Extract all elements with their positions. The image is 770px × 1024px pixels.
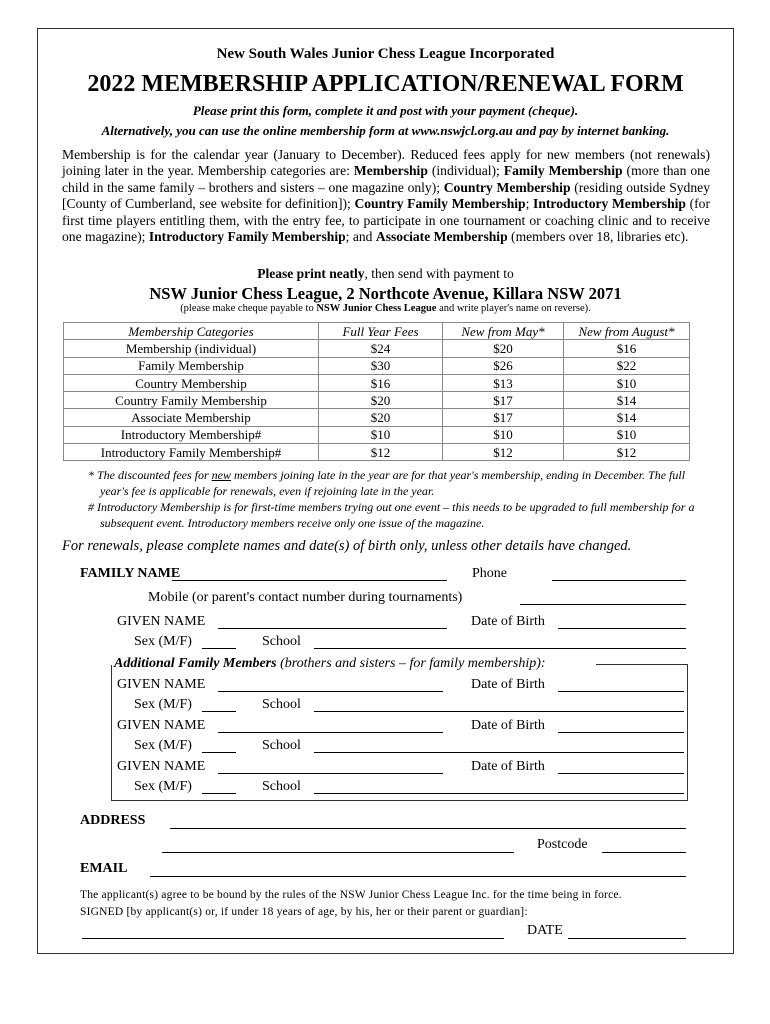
additional-members-heading: Additional Family Members (brothers and sisters – for family membership):: [114, 656, 550, 672]
sex-label: Sex (M/F): [134, 634, 192, 649]
fee-cell: $26: [443, 357, 564, 374]
org-name: New South Wales Junior Chess League Incorporated: [216, 46, 555, 62]
column-header: New from August*: [564, 323, 690, 340]
member-given-name-input[interactable]: [218, 719, 443, 733]
fee-cell: $17: [443, 392, 564, 409]
member-dob-label: Date of Birth: [471, 718, 545, 733]
postal-address: NSW Junior Chess League, 2 Northcote Avenue, Killara NSW 2071: [149, 284, 622, 303]
fee-cell: $12: [443, 444, 564, 461]
sex-input[interactable]: [202, 635, 236, 649]
member-given-name-label: GIVEN NAME: [117, 677, 206, 692]
mobile-input[interactable]: [520, 591, 686, 605]
member-given-name-label: GIVEN NAME: [117, 759, 206, 774]
fee-cell: $20: [319, 392, 443, 409]
member-dob-label: Date of Birth: [471, 759, 545, 774]
fee-cell: $22: [564, 357, 690, 374]
member-school-label: School: [262, 697, 301, 712]
member-dob-input[interactable]: [558, 760, 684, 774]
fee-cell: $10: [564, 426, 690, 443]
member-sex-input[interactable]: [202, 698, 236, 712]
column-header: Full Year Fees: [319, 323, 443, 340]
fee-cell: $16: [564, 340, 690, 357]
fee-cell: $20: [443, 340, 564, 357]
column-header: Membership Categories: [64, 323, 319, 340]
date-label: DATE: [527, 923, 563, 938]
fee-cell: $24: [319, 340, 443, 357]
school-label: School: [262, 634, 301, 649]
fee-cell: $16: [319, 374, 443, 391]
send-instruction: Please print neatly, then send with payment to: [257, 266, 514, 281]
cheque-note: (please make cheque payable to NSW Junior Chess League and write player's name on reverse).: [180, 303, 591, 314]
dob-input[interactable]: [558, 615, 686, 629]
mobile-label: Mobile (or parent's contact number during tournaments): [148, 590, 463, 605]
form-title: 2022 MEMBERSHIP APPLICATION/RENEWAL FORM: [87, 71, 684, 97]
fee-notes: [88, 467, 708, 531]
dob-label: Date of Birth: [471, 614, 545, 629]
member-given-name-input[interactable]: [218, 678, 443, 692]
member-school-input[interactable]: [314, 780, 684, 794]
fees-table: [63, 322, 690, 461]
table-row: [64, 340, 690, 357]
given-name-label: GIVEN NAME: [117, 614, 206, 629]
category-cell: Country Family Membership: [64, 392, 319, 409]
member-school-input[interactable]: [314, 739, 684, 753]
member-school-label: School: [262, 779, 301, 794]
family-name-label: FAMILY NAME: [80, 566, 181, 581]
address-input-line2[interactable]: [162, 839, 514, 853]
member-dob-input[interactable]: [558, 678, 684, 692]
table-row: [64, 374, 690, 391]
email-label: EMAIL: [80, 861, 128, 876]
fee-cell: $14: [564, 409, 690, 426]
address-label: ADDRESS: [80, 813, 146, 828]
online-instruction: Alternatively, you can use the online membership form at www.nswjcl.org.au and pay by internet banking.: [101, 123, 670, 138]
signature-input[interactable]: [82, 925, 504, 939]
fee-cell: $12: [564, 444, 690, 461]
fee-cell: $14: [564, 392, 690, 409]
agreement-text: The applicant(s) agree to be bound by the rules of the NSW Junior Chess League Inc. for the time being in force.: [80, 889, 622, 901]
signed-text: SIGNED [by applicant(s) or, if under 18 years of age, by his, her or their parent or guardian]:: [80, 906, 528, 918]
fee-cell: $10: [443, 426, 564, 443]
category-cell: Introductory Family Membership#: [64, 444, 319, 461]
category-cell: Introductory Membership#: [64, 426, 319, 443]
table-row: [64, 357, 690, 374]
phone-label: Phone: [472, 566, 507, 581]
fee-cell: $12: [319, 444, 443, 461]
family-name-input[interactable]: [172, 567, 447, 581]
fee-cell: $13: [443, 374, 564, 391]
fee-cell: $17: [443, 409, 564, 426]
fee-cell: $30: [319, 357, 443, 374]
member-school-input[interactable]: [314, 698, 684, 712]
member-sex-label: Sex (M/F): [134, 779, 192, 794]
member-school-label: School: [262, 738, 301, 753]
member-dob-input[interactable]: [558, 719, 684, 733]
postcode-label: Postcode: [537, 837, 588, 852]
member-sex-label: Sex (M/F): [134, 697, 192, 712]
print-instruction: Please print this form, complete it and post with your payment (cheque).: [192, 103, 579, 118]
school-input[interactable]: [314, 635, 686, 649]
fee-cell: $10: [319, 426, 443, 443]
member-given-name-input[interactable]: [218, 760, 443, 774]
category-cell: Country Membership: [64, 374, 319, 391]
member-dob-label: Date of Birth: [471, 677, 545, 692]
table-row: [64, 426, 690, 443]
member-sex-input[interactable]: [202, 739, 236, 753]
member-sex-input[interactable]: [202, 780, 236, 794]
category-cell: Associate Membership: [64, 409, 319, 426]
given-name-input[interactable]: [218, 615, 447, 629]
address-input-line1[interactable]: [170, 815, 686, 829]
box-top-border: [596, 664, 688, 665]
email-input[interactable]: [150, 863, 686, 877]
category-cell: Membership (individual): [64, 340, 319, 357]
membership-description: Membership is for the calendar year (January to December). Reduced fees apply for new members (not renewals) joining later in the year. Membership categories are: Membership (individual); Family Membership (more than one child in the same family – brothers and sisters – one magazine only); Country Membership (residing outside Sydney [County of Cumberland, see website for definition]); Country Family Membership; Introductory Membership (for first time players entitling them, with the entry fee, to participate in one tournament or coaching clinic and to receive one magazine); Introductory Family Membership; and Associate Membership (members over 18, libraries etc).: [62, 147, 710, 245]
introductory-note: # Introductory Membership is for first-time members trying out one event – this needs to be upgraded to full membership for a subsequent event. Introductory members receive only one issue of the magazine.: [88, 500, 695, 530]
category-cell: Family Membership: [64, 357, 319, 374]
member-sex-label: Sex (M/F): [134, 738, 192, 753]
postcode-input[interactable]: [602, 839, 686, 853]
table-header-row: [64, 323, 690, 340]
table-row: [64, 392, 690, 409]
table-row: [64, 409, 690, 426]
renewal-note: For renewals, please complete names and date(s) of birth only, unless other details have changed.: [62, 538, 632, 554]
column-header: New from May*: [443, 323, 564, 340]
fee-cell: $20: [319, 409, 443, 426]
member-given-name-label: GIVEN NAME: [117, 718, 206, 733]
phone-input[interactable]: [552, 567, 686, 581]
discount-note: * The discounted fees for new members joining late in the year are for that year's membership, ending in December. The full year's fee is applicable for renewals, even if rejoining late in the year.: [88, 468, 686, 498]
date-input[interactable]: [568, 925, 686, 939]
fee-cell: $10: [564, 374, 690, 391]
table-row: [64, 444, 690, 461]
